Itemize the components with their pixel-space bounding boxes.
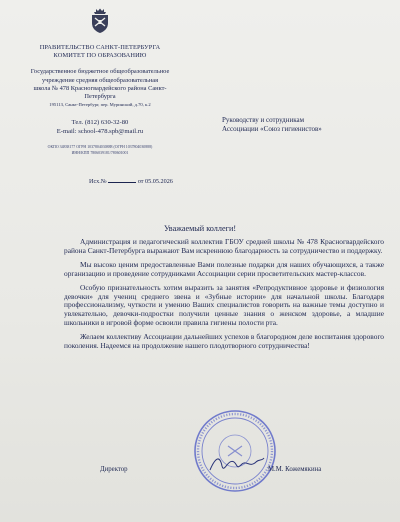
greeting: Уважаемый коллеги! — [163, 224, 237, 233]
outgoing-date: от 05.05.2026 — [137, 178, 173, 185]
paragraph-2: Мы высоко ценим предоставленные Вами полезные подарки для наших обучающихся, а также организацию и проведение сотрудниками Ассоциации серии просветительских мастер-классов. — [64, 259, 384, 278]
paragraph-1: Администрация и педагогический коллектив ГБОУ средней школы № 478 Красногвардейского района Санкт-Петербурга выражают Вам искреннюю благодарность за сотрудничество и поддержку. — [64, 237, 384, 255]
institution-line-1: Государственное бюджетное общеобразовательное — [30, 68, 170, 76]
paragraph-3: Особую признательность хотим выразить за занятия «Репродуктивное здоровье и физиология девочки» для учениц среднего звена и «Зубные истории» для начальной школы. Благодаря профессионализму, чуткости и умению Ваших специалистов говорить на важные темы доступно и увлекательно, девочки-подростки получили ценные знания о женском здоровье, а младшие школьники в игровой форме освоили правила гигиены полости рта. — [64, 282, 384, 328]
phone: Тел. (812) 630-32-80 — [71, 119, 129, 127]
signature-title: Директор — [100, 466, 128, 473]
official-seal-icon — [192, 408, 278, 494]
organization-header — [20, 44, 180, 156]
institution-line-4: Петербурга — [84, 93, 116, 101]
outgoing-number-blank — [108, 182, 136, 183]
outgoing-number — [89, 178, 173, 185]
registration-codes-1: ОКПО 34838177 ОГРН 1037804030888 (ОГРН 1037804030888) — [47, 145, 153, 150]
recipient-block — [222, 116, 372, 134]
institution-line-2: учреждение средняя общеобразовательная — [41, 76, 159, 84]
outgoing-number-prefix: Исх.№ — [89, 178, 107, 185]
coat-of-arms-icon — [89, 8, 111, 34]
email: E-mail: school-478.spb@mail.ru — [56, 128, 144, 136]
address: 195113, Санкт-Петербург, пер. Муринский, д.70, к.2 — [49, 102, 151, 108]
signatory-name: М.М. Кожемякина — [268, 466, 322, 473]
institution-line-3: школа № 478 Красногвардейского района Санкт- — [33, 84, 167, 92]
paragraph-4: Желаем коллективу Ассоциации дальнейших успехов в благородном деле воспитания здорового поколения. Надеемся на продолжение нашего плодотворного сотрудничества! — [64, 332, 384, 351]
letter-body — [64, 238, 384, 356]
recipient-line-2: Ассоциации «Союз гигиенистов» — [222, 125, 322, 134]
handwritten-signature — [206, 452, 266, 476]
recipient-line-1: Руководству и сотрудникам — [222, 116, 305, 124]
government-line-1: ПРАВИТЕЛЬСТВО САНКТ-ПЕТЕРБУРГА — [39, 44, 161, 51]
government-line-2: КОМИТЕТ ПО ОБРАЗОВАНИЮ — [53, 52, 147, 60]
registration-codes-2: ИНН/КПП 7806039181/780601001 — [71, 151, 129, 156]
